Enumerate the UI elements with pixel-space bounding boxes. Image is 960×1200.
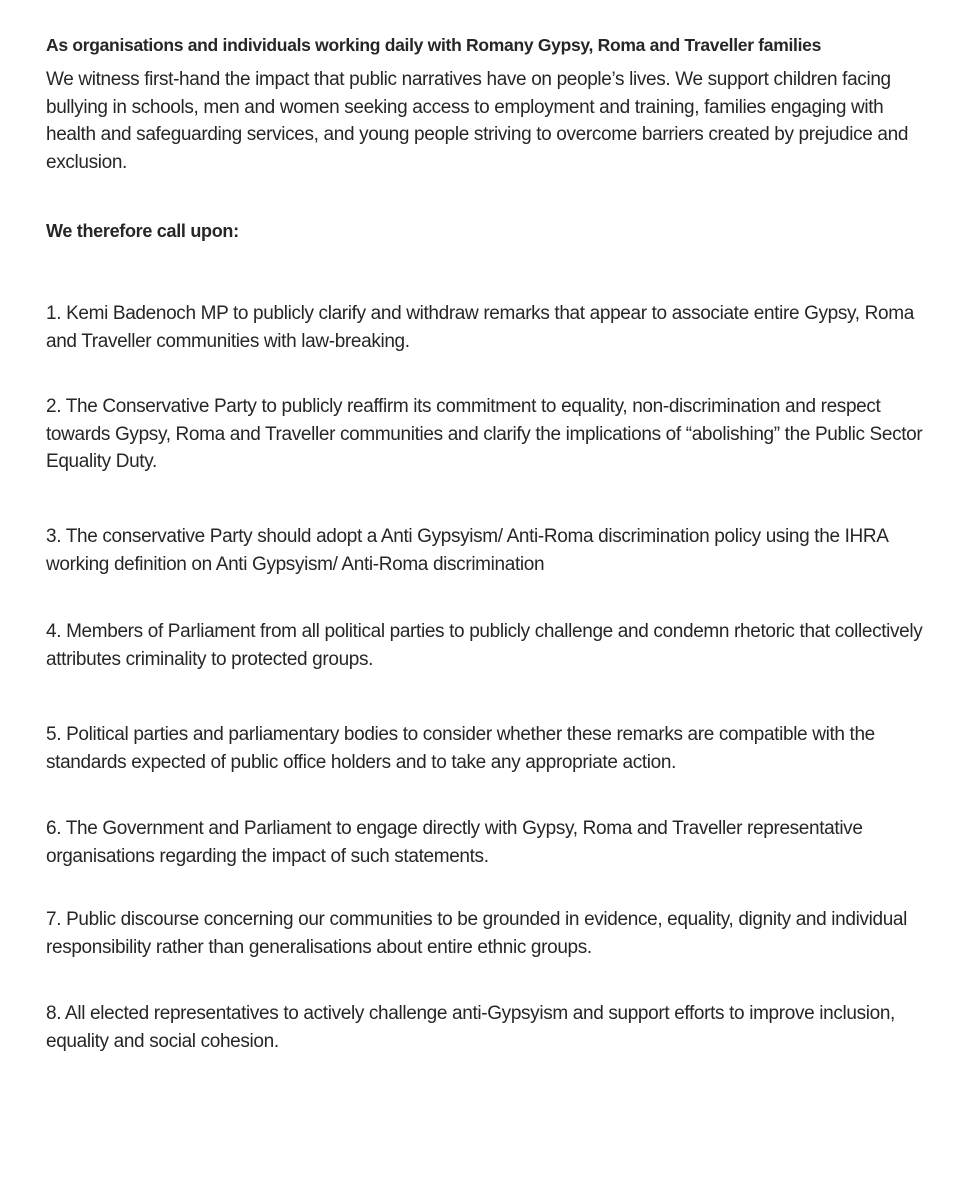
demand-item-6: 6. The Government and Parliament to engage directly with Gypsy, Roma and Traveller representative organisations regarding the impact of such statements. bbox=[46, 818, 863, 867]
document-heading: As organisations and individuals working daily with Romany Gypsy, Roma and Traveller families bbox=[46, 35, 822, 55]
demand-item-2: 2. The Conservative Party to publicly reaffirm its commitment to equality, non-discrimination and respect towards Gypsy, Roma and Traveller communities and clarify the implications of “abolishing” the Public Sector Equality Duty. bbox=[46, 396, 923, 472]
intro-paragraph: We witness first-hand the impact that public narratives have on people’s lives. We support children facing bullying in schools, men and women seeking access to employment and training, families engaging with health and safeguarding services, and young people striving to overcome barriers created by prejudice and exclusion. bbox=[46, 69, 909, 173]
demand-item-5: 5. Political parties and parliamentary bodies to consider whether these remarks are compatible with the standards expected of public office holders and to take any appropriate action. bbox=[46, 724, 875, 773]
demand-item-4: 4. Members of Parliament from all political parties to publicly challenge and condemn rhetoric that collectively attributes criminality to protected groups. bbox=[46, 621, 923, 670]
demand-item-1: 1. Kemi Badenoch MP to publicly clarify and withdraw remarks that appear to associate entire Gypsy, Roma and Traveller communities with law-breaking. bbox=[46, 303, 914, 352]
call-to-action: We therefore call upon: bbox=[46, 221, 239, 241]
demand-item-8: 8. All elected representatives to actively challenge anti-Gypsyism and support efforts to improve inclusion, equality and social cohesion. bbox=[46, 1003, 895, 1052]
demand-item-7: 7. Public discourse concerning our communities to be grounded in evidence, equality, dignity and individual responsibility rather than generalisations about entire ethnic groups. bbox=[46, 909, 908, 958]
demand-item-3: 3. The conservative Party should adopt a Anti Gypsyism/ Anti-Roma discrimination policy using the IHRA working definition on Anti Gypsyism/ Anti-Roma discrimination bbox=[46, 526, 888, 575]
